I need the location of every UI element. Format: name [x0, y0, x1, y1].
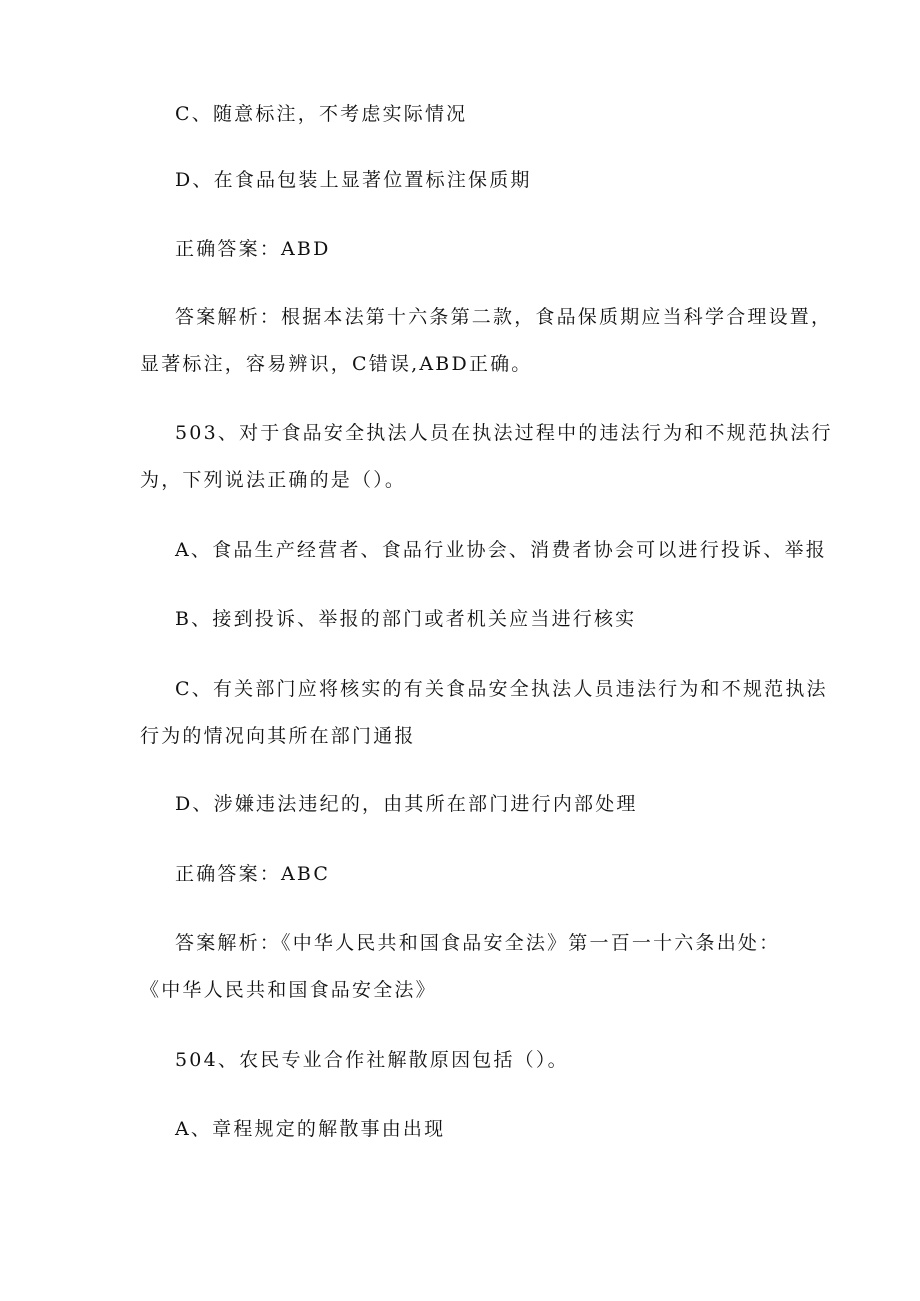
explanation-502-line1: 答案解析：根据本法第十六条第二款，食品保质期应当科学合理设置，	[175, 306, 833, 328]
question-504: 504、农民专业合作社解散原因包括（）。	[175, 1049, 569, 1071]
option-d-503: D、涉嫌违法违纪的，由其所在部门进行内部处理	[175, 793, 638, 815]
option-a-503: A、食品生产经营者、食品行业协会、消费者协会可以进行投诉、举报	[175, 539, 827, 561]
answer-502: 正确答案：ABD	[175, 238, 331, 260]
option-a-504: A、章程规定的解散事由出现	[175, 1118, 446, 1140]
option-c-502: C、随意标注，不考虑实际情况	[175, 103, 468, 125]
question-503-line2: 为，下列说法正确的是（）。	[140, 469, 407, 491]
answer-503: 正确答案：ABC	[175, 863, 331, 885]
option-c-503-line1: C、有关部门应将核实的有关食品安全执法人员违法行为和不规范执法	[175, 678, 828, 700]
option-b-503: B、接到投诉、举报的部门或者机关应当进行核实	[175, 608, 637, 630]
option-c-503-line2: 行为的情况向其所在部门通报	[140, 725, 416, 747]
option-d-502: D、在食品包装上显著位置标注保质期	[175, 169, 532, 191]
explanation-503-line1: 答案解析：《中华人民共和国食品安全法》第一百一十六条出处：	[175, 932, 781, 954]
explanation-503-line2: 《中华人民共和国食品安全法》	[140, 979, 437, 1001]
question-503-line1: 503、对于食品安全执法人员在执法过程中的违法行为和不规范执法行	[175, 422, 833, 444]
explanation-502-line2: 显著标注，容易辨识，C错误,ABD正确。	[140, 353, 533, 375]
